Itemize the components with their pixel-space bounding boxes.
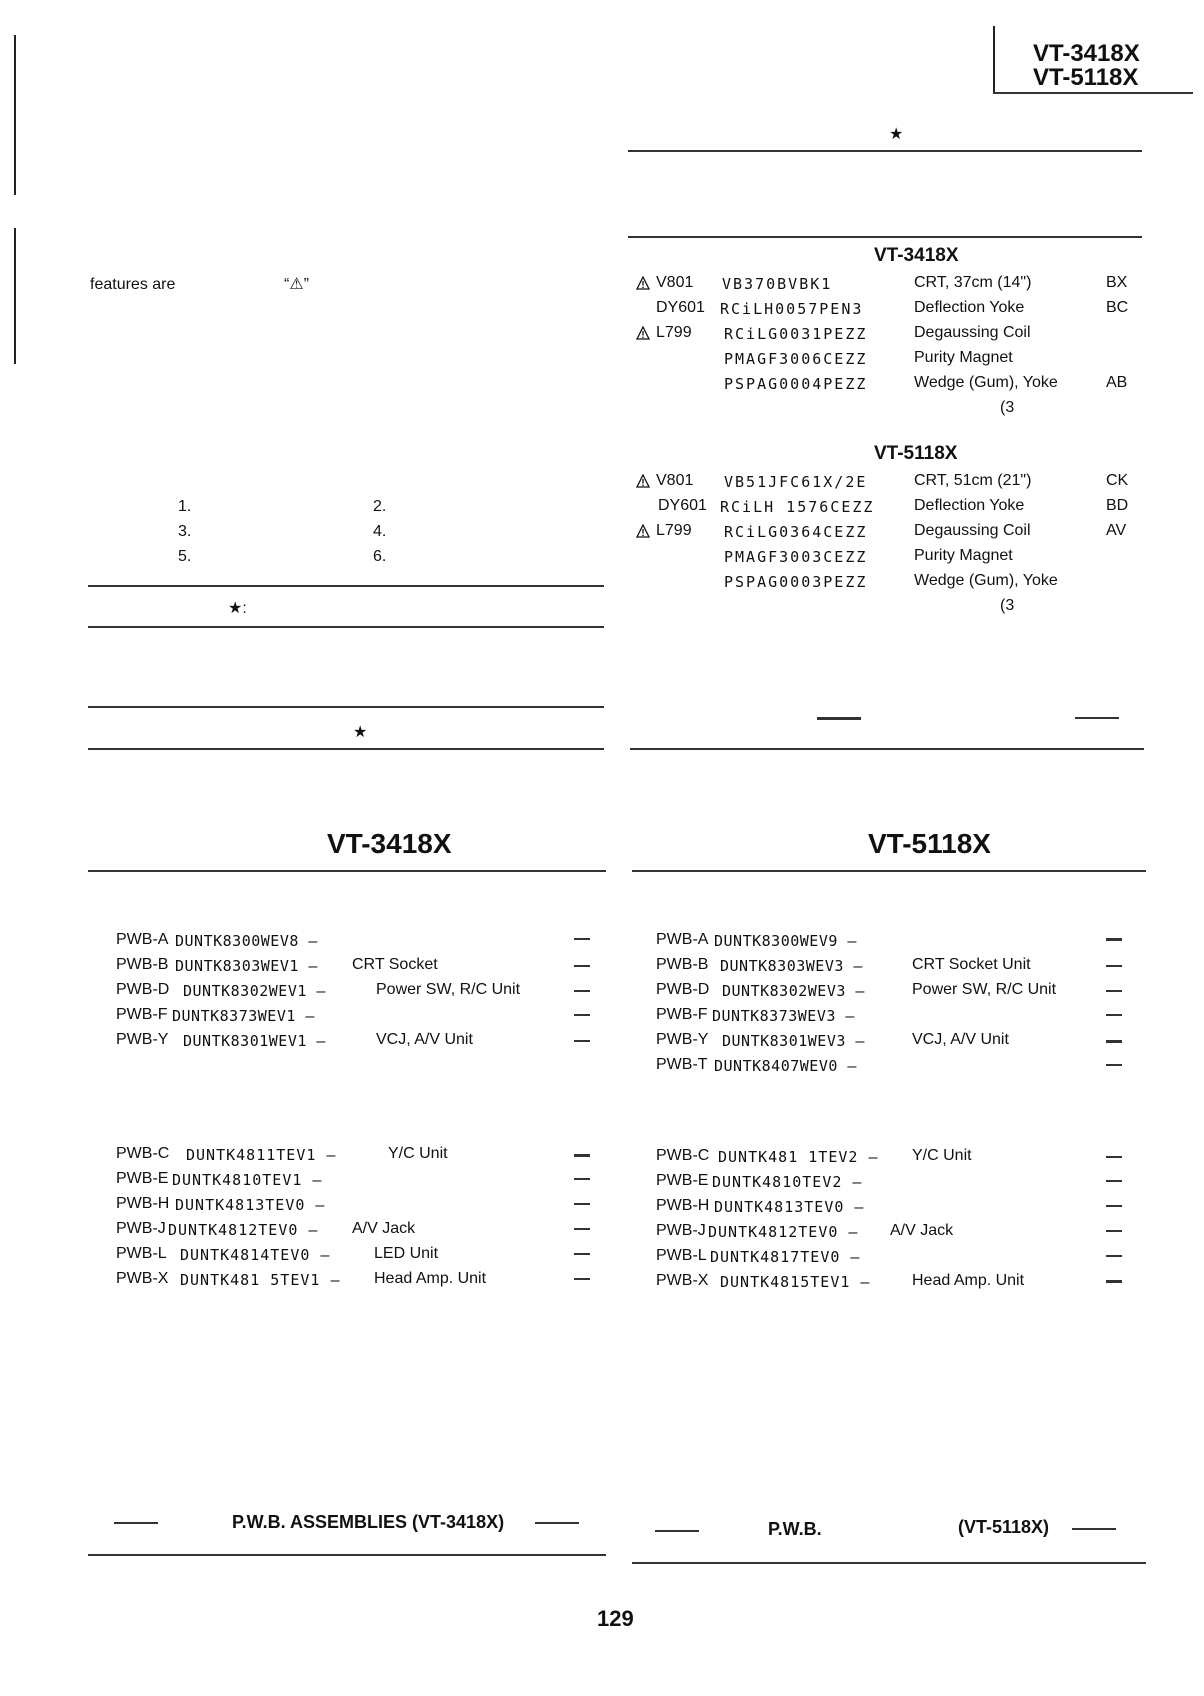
left-margin-bar-1 [14,35,16,195]
pwb-part: DUNTK8301WEV3 – [722,1032,865,1050]
page-number: 129 [597,1606,634,1631]
price-code: BC [1106,299,1129,316]
pwb-part: DUNTK8301WEV1 – [183,1032,326,1050]
price-code: BX [1106,274,1128,291]
pwb-part: DUNTK4815TEV1 – [720,1273,871,1291]
pwb-part: DUNTK481 1TEV2 – [718,1148,879,1166]
dash-mark [1106,965,1122,967]
pwb-id: PWB-T [656,1056,708,1073]
pwb-id: PWB-X [116,1270,169,1287]
pwb-desc: LED Unit [374,1245,439,1262]
pwb-part: DUNTK8300WEV8 – [175,932,318,950]
part-number: PMAGF3003CEZZ [724,548,868,566]
warning-triangle-icon [636,474,650,492]
dash-mark [1106,1230,1122,1232]
list-number: 4. [373,523,387,540]
pwb-part: DUNTK4814TEV0 – [180,1246,331,1264]
dash-mark [1072,1528,1116,1530]
part-number: RCiLG0031PEZZ [724,325,868,343]
dash-mark [1106,1156,1122,1158]
pwb-id: PWB-L [116,1245,167,1262]
pwb-id: PWB-Y [116,1031,169,1048]
pwb-3418-footer: P.W.B. ASSEMBLIES (VT-3418X) [232,1512,505,1532]
price-code: BD [1106,497,1129,514]
pwb-part: DUNTK8303WEV3 – [720,957,863,975]
list-number: 6. [373,548,387,565]
part-number: VB370BVBK1 [722,275,833,293]
pwb-desc: VCJ, A/V Unit [376,1031,473,1048]
table-note: (3 [1000,399,1015,416]
warning-triangle-icon [636,524,650,542]
pwb-part: DUNTK4810TEV2 – [712,1173,863,1191]
pwb-part: DUNTK481 5TEV1 – [180,1271,341,1289]
divider [88,706,604,708]
part-description: Wedge (Gum), Yoke [914,374,1058,391]
part-description: Purity Magnet [914,547,1013,564]
warning-triangle-icon [636,326,650,344]
pwb-desc: Head Amp. Unit [912,1272,1025,1289]
ref-designator: V801 [656,274,694,291]
star-label: ★: [228,600,247,617]
pwb-desc: Power SW, R/C Unit [376,981,521,998]
pwb-id: PWB-F [656,1006,708,1023]
features-text: features are [90,276,176,293]
pwb-id: PWB-H [116,1195,170,1212]
divider [628,150,1142,152]
header-model-1: VT-3418X [1033,40,1140,67]
pwb-id: PWB-B [656,956,709,973]
dash-mark [114,1522,158,1524]
divider [632,1562,1146,1564]
divider [88,748,604,750]
dash-mark [574,1014,590,1016]
pwb-part: DUNTK8373WEV1 – [172,1007,315,1025]
pwb-desc: Y/C Unit [388,1145,448,1162]
header-divider [993,26,995,92]
pwb-id: PWB-J [656,1222,706,1239]
pwb-part: DUNTK4813TEV0 – [175,1196,326,1214]
pwb-3418-title: VT-3418X [327,828,452,859]
pwb-desc: Power SW, R/C Unit [912,981,1057,998]
dash-mark [655,1530,699,1532]
dash-mark [1075,717,1119,719]
pwb-part: DUNTK4810TEV1 – [172,1171,323,1189]
dash-mark [1106,1180,1122,1182]
dash-mark [574,938,590,940]
dash-mark [817,717,861,720]
divider [628,236,1142,238]
header-model-2: VT-5118X [1033,64,1139,91]
pwb-id: PWB-F [116,1006,168,1023]
pwb-id: PWB-D [656,981,710,998]
dash-mark [1106,1255,1122,1257]
part-description: Degaussing Coil [914,324,1031,341]
table-note: (3 [1000,597,1015,614]
part-description: CRT, 51cm (21") [914,472,1032,489]
dash-mark [574,1040,590,1042]
pwb-desc: VCJ, A/V Unit [912,1031,1009,1048]
dash-mark [574,990,590,992]
dash-mark [574,1203,590,1205]
part-number: RCiLH 1576CEZZ [720,498,875,516]
pwb-part: DUNTK4812TEV0 – [708,1223,859,1241]
price-code: AV [1106,522,1127,539]
pwb-part: DUNTK8303WEV1 – [175,957,318,975]
ref-designator: DY601 [656,299,705,316]
pwb-desc: Head Amp. Unit [374,1270,487,1287]
pwb-5118-footer-right: (VT-5118X) [958,1517,1050,1537]
part-description: Wedge (Gum), Yoke [914,572,1058,589]
pwb-part: DUNTK8302WEV3 – [722,982,865,1000]
list-number: 5. [178,548,192,565]
pwb-id: PWB-E [656,1172,709,1189]
dash-mark [574,1253,590,1255]
divider [88,626,604,628]
pwb-part: DUNTK8302WEV1 – [183,982,326,1000]
pwb-desc: A/V Jack [890,1222,954,1239]
table-title-5118: VT-5118X [874,443,958,464]
part-description: Purity Magnet [914,349,1013,366]
pwb-id: PWB-A [656,931,709,948]
dash-mark [574,1228,590,1230]
divider [88,870,606,872]
pwb-desc: Y/C Unit [912,1147,972,1164]
pwb-part: DUNTK4813TEV0 – [714,1198,865,1216]
pwb-part: DUNTK4811TEV1 – [186,1146,337,1164]
warning-quote: “⚠” [284,276,309,293]
pwb-part: DUNTK4812TEV0 – [168,1221,319,1239]
part-description: Deflection Yoke [914,497,1025,514]
pwb-id: PWB-Y [656,1031,709,1048]
pwb-5118-footer-left: P.W.B. [768,1519,822,1539]
left-margin-bar-2 [14,228,16,364]
pwb-id: PWB-C [656,1147,710,1164]
list-number: 3. [178,523,192,540]
divider [88,1554,606,1556]
dash-mark [1106,1040,1122,1043]
pwb-desc: A/V Jack [352,1220,416,1237]
dash-mark [574,1178,590,1180]
ref-designator: L799 [656,522,692,539]
pwb-id: PWB-L [656,1247,707,1264]
dash-mark [535,1522,579,1524]
divider [88,585,604,587]
pwb-part: DUNTK8373WEV3 – [712,1007,855,1025]
divider [630,748,1144,750]
dash-mark [574,965,590,967]
pwb-id: PWB-H [656,1197,710,1214]
dash-mark [1106,1280,1122,1283]
pwb-5118-title: VT-5118X [868,828,991,859]
part-number: RCiLH0057PEN3 [720,300,864,318]
pwb-id: PWB-B [116,956,169,973]
pwb-id: PWB-C [116,1145,170,1162]
dash-mark [1106,1064,1122,1066]
ref-designator: DY601 [658,497,707,514]
header-underline [993,92,1193,94]
dash-mark [574,1278,590,1280]
part-description: Degaussing Coil [914,522,1031,539]
warning-triangle-icon [636,276,650,294]
pwb-desc: CRT Socket Unit [912,956,1031,973]
list-number: 1. [178,498,192,515]
star-mark: ★ [353,724,368,741]
pwb-id: PWB-D [116,981,170,998]
part-number: PSPAG0004PEZZ [724,375,868,393]
dash-mark [1106,1205,1122,1207]
divider [632,870,1146,872]
pwb-part: DUNTK8407WEV0 – [714,1057,857,1075]
part-number: PMAGF3006CEZZ [724,350,868,368]
pwb-part: DUNTK8300WEV9 – [714,932,857,950]
dash-mark [1106,938,1122,941]
ref-designator: L799 [656,324,692,341]
ref-designator: V801 [656,472,694,489]
part-number: VB51JFC61X/2E [724,473,868,491]
part-number: RCiLG0364CEZZ [724,523,868,541]
pwb-part: DUNTK4817TEV0 – [710,1248,861,1266]
dash-mark [1106,1014,1122,1016]
list-number: 2. [373,498,387,515]
star-mark: ★ [889,126,904,143]
pwb-id: PWB-A [116,931,169,948]
dash-mark [574,1154,590,1157]
dash-mark [1106,990,1122,992]
pwb-id: PWB-J [116,1220,166,1237]
table-title-3418: VT-3418X [874,245,959,266]
pwb-id: PWB-E [116,1170,169,1187]
part-description: CRT, 37cm (14") [914,274,1032,291]
part-number: PSPAG0003PEZZ [724,573,868,591]
price-code: AB [1106,374,1128,391]
price-code: CK [1106,472,1129,489]
pwb-id: PWB-X [656,1272,709,1289]
pwb-desc: CRT Socket [352,956,438,973]
part-description: Deflection Yoke [914,299,1025,316]
